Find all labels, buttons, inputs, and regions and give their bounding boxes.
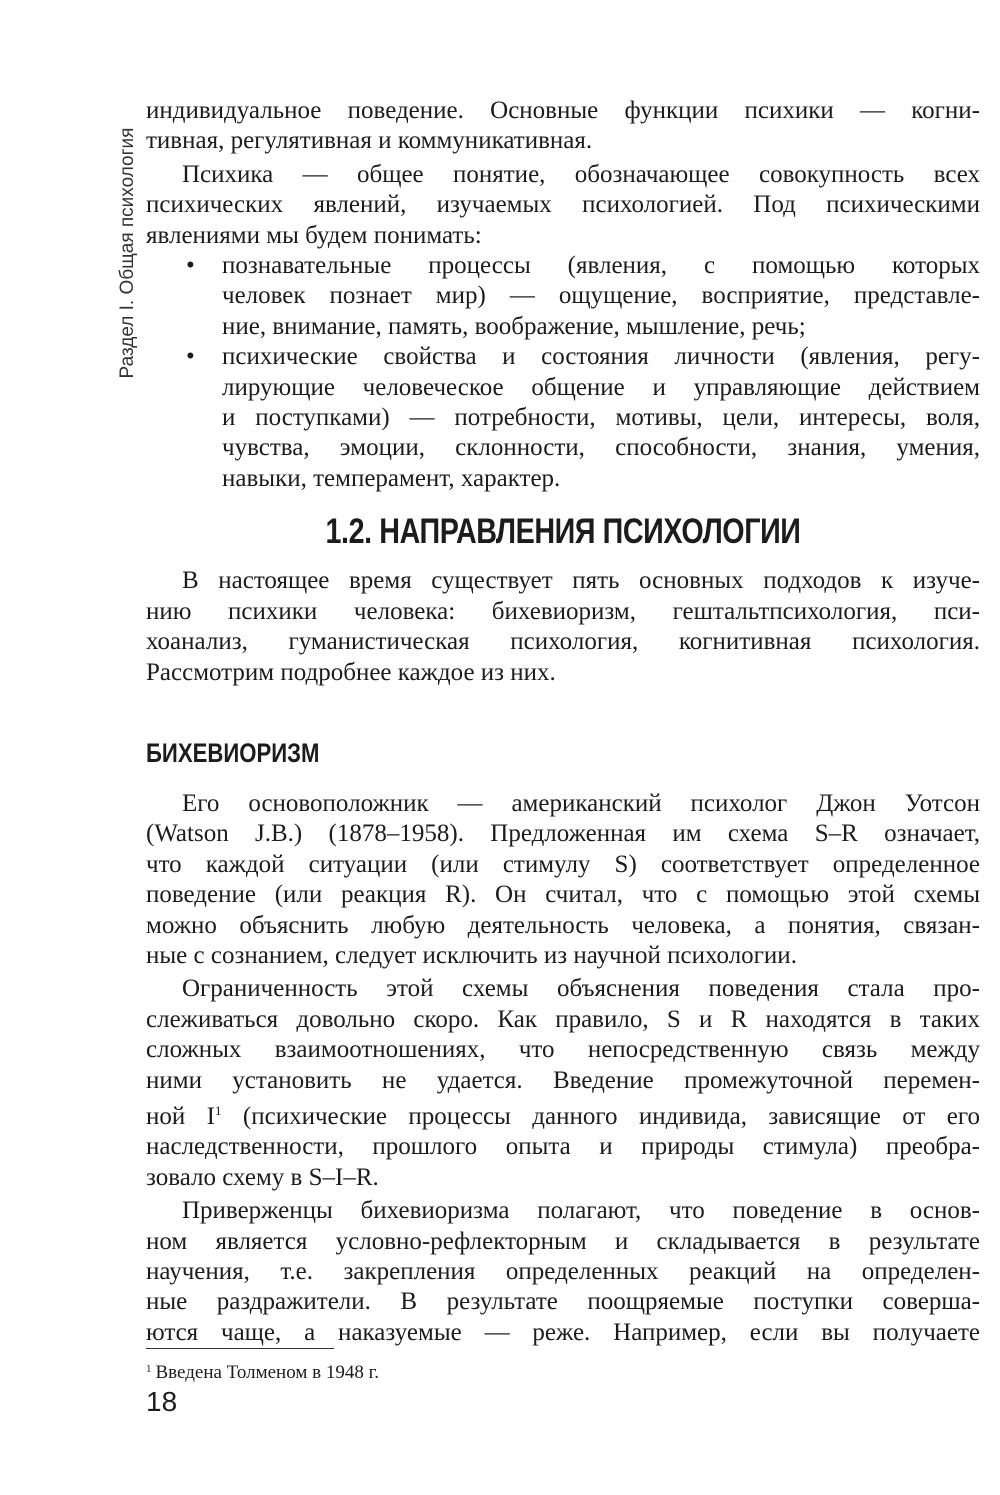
text-line: ные раздражители. В результате поощряемые поступки соверша- [146, 1288, 980, 1316]
text-line: зовало схему в S–I–R. [146, 1163, 379, 1191]
footnote-ref[interactable]: 1 [215, 1102, 222, 1118]
subsection-heading: БИХЕВИОРИЗМ [146, 737, 320, 768]
text-line [146, 1096, 980, 1132]
text-line: психические свойства и состояния личности (явления, регу- [222, 343, 980, 371]
text-line: можно объяснить любую деятельность человека, а понятия, связан- [146, 911, 980, 939]
text-line: навыки, темперамент, характер. [222, 464, 561, 492]
text-line: и поступками) — потребности, мотивы, цели, интересы, воля, [222, 404, 980, 432]
text-line: Его основоположник — американский психолог Джон Уотсон [182, 789, 980, 817]
page-body [146, 96, 980, 1348]
text-fragment: ной I [146, 1102, 215, 1130]
intro-paragraph [146, 96, 980, 157]
text-line: ними установить не удается. Введение промежуточной перемен- [146, 1066, 980, 1094]
behaviorism-paragraph-1 [146, 789, 980, 971]
text-line: наследственности, прошлого опыта и природы стимула) преобра- [146, 1133, 980, 1161]
section-heading: 1.2. НАПРАВЛЕНИЯ ПСИХОЛОГИИ [325, 512, 801, 552]
text-line: что каждой ситуации (или стимулу S) соответствует определенное [146, 850, 980, 878]
text-line: ные с сознанием, следует исключить из научной психологии. [146, 941, 797, 969]
text-line: Рассмотрим подробнее каждое из них. [146, 658, 556, 686]
text-line: индивидуальное поведение. Основные функции психики — когни- [146, 97, 980, 124]
bullet-list [146, 251, 980, 494]
text-line: психических явлений, изучаемых психологией. Под психическими [146, 191, 980, 219]
psyche-definition-paragraph [146, 160, 980, 251]
section-intro-paragraph [146, 566, 980, 688]
text-line: Психика — общее понятие, обозначающее совокупность всех [182, 160, 980, 188]
page-number: 18 [146, 1386, 178, 1417]
text-line: слеживаться довольно скоро. Как правило, S и R находятся в таких [146, 1005, 980, 1033]
bullet-icon: • [186, 252, 195, 280]
text-line: Ограниченность этой схемы объяснения поведения стала про- [182, 975, 980, 1003]
text-line: лирующие человеческое общение и управляющие действием [222, 373, 980, 401]
text-line: нию психики человека: бихевиоризм, гештальтпсихология, пси- [146, 597, 980, 625]
text-line: познавательные процессы (явления, с помощью которых [222, 252, 980, 280]
text-line: чувства, эмоции, склонности, способности, знания, умения, [222, 434, 980, 462]
text-line: (Watson J.B.) (1878–1958). Предложенная им схема S–R означает, [146, 820, 980, 848]
text-fragment: (психические процессы данного индивида, зависящие от его [221, 1102, 980, 1130]
list-item [146, 342, 980, 494]
text-line: человек познает мир) — ощущение, восприятие, представле- [222, 282, 980, 310]
footnote-divider [146, 1348, 334, 1349]
text-line: научения, т.е. закрепления определенных реакций на определен- [146, 1258, 980, 1285]
text-line: ном является условно-рефлекторным и складывается в результате [146, 1227, 980, 1255]
text-line: В настоящее время существует пять основных подходов к изуче- [182, 567, 980, 595]
footnote-text: Введена Толменом в 1948 г. [155, 1362, 379, 1383]
text-line: сложных взаимоотношениях, что непосредственную связь между [146, 1036, 980, 1064]
list-item [146, 251, 980, 342]
bullet-icon: • [186, 343, 195, 371]
text-line: тивная, регулятивная и коммуникативная. [146, 127, 593, 155]
footnote [146, 1357, 379, 1385]
text-line: ние, внимание, память, воображение, мышление, речь; [222, 312, 806, 340]
text-line: хоанализ, гуманистическая психология, когнитивная психология. [146, 628, 980, 656]
behaviorism-paragraph-3 [146, 1196, 980, 1348]
behaviorism-paragraph-2 [146, 974, 980, 1193]
running-head-text: Раздел I. Общая психология [117, 127, 138, 379]
text-line: ются чаще, а наказуемые — реже. Например, если вы получаете [146, 1318, 980, 1346]
text-line: явлениями мы будем понимать: [146, 221, 482, 249]
running-head [112, 98, 144, 408]
text-line: поведение (или реакция R). Он считал, что с помощью этой схемы [146, 881, 980, 909]
footnote-mark: 1 [146, 1363, 152, 1375]
text-line: Приверженцы бихевиоризма полагают, что поведение в основ- [182, 1197, 980, 1225]
